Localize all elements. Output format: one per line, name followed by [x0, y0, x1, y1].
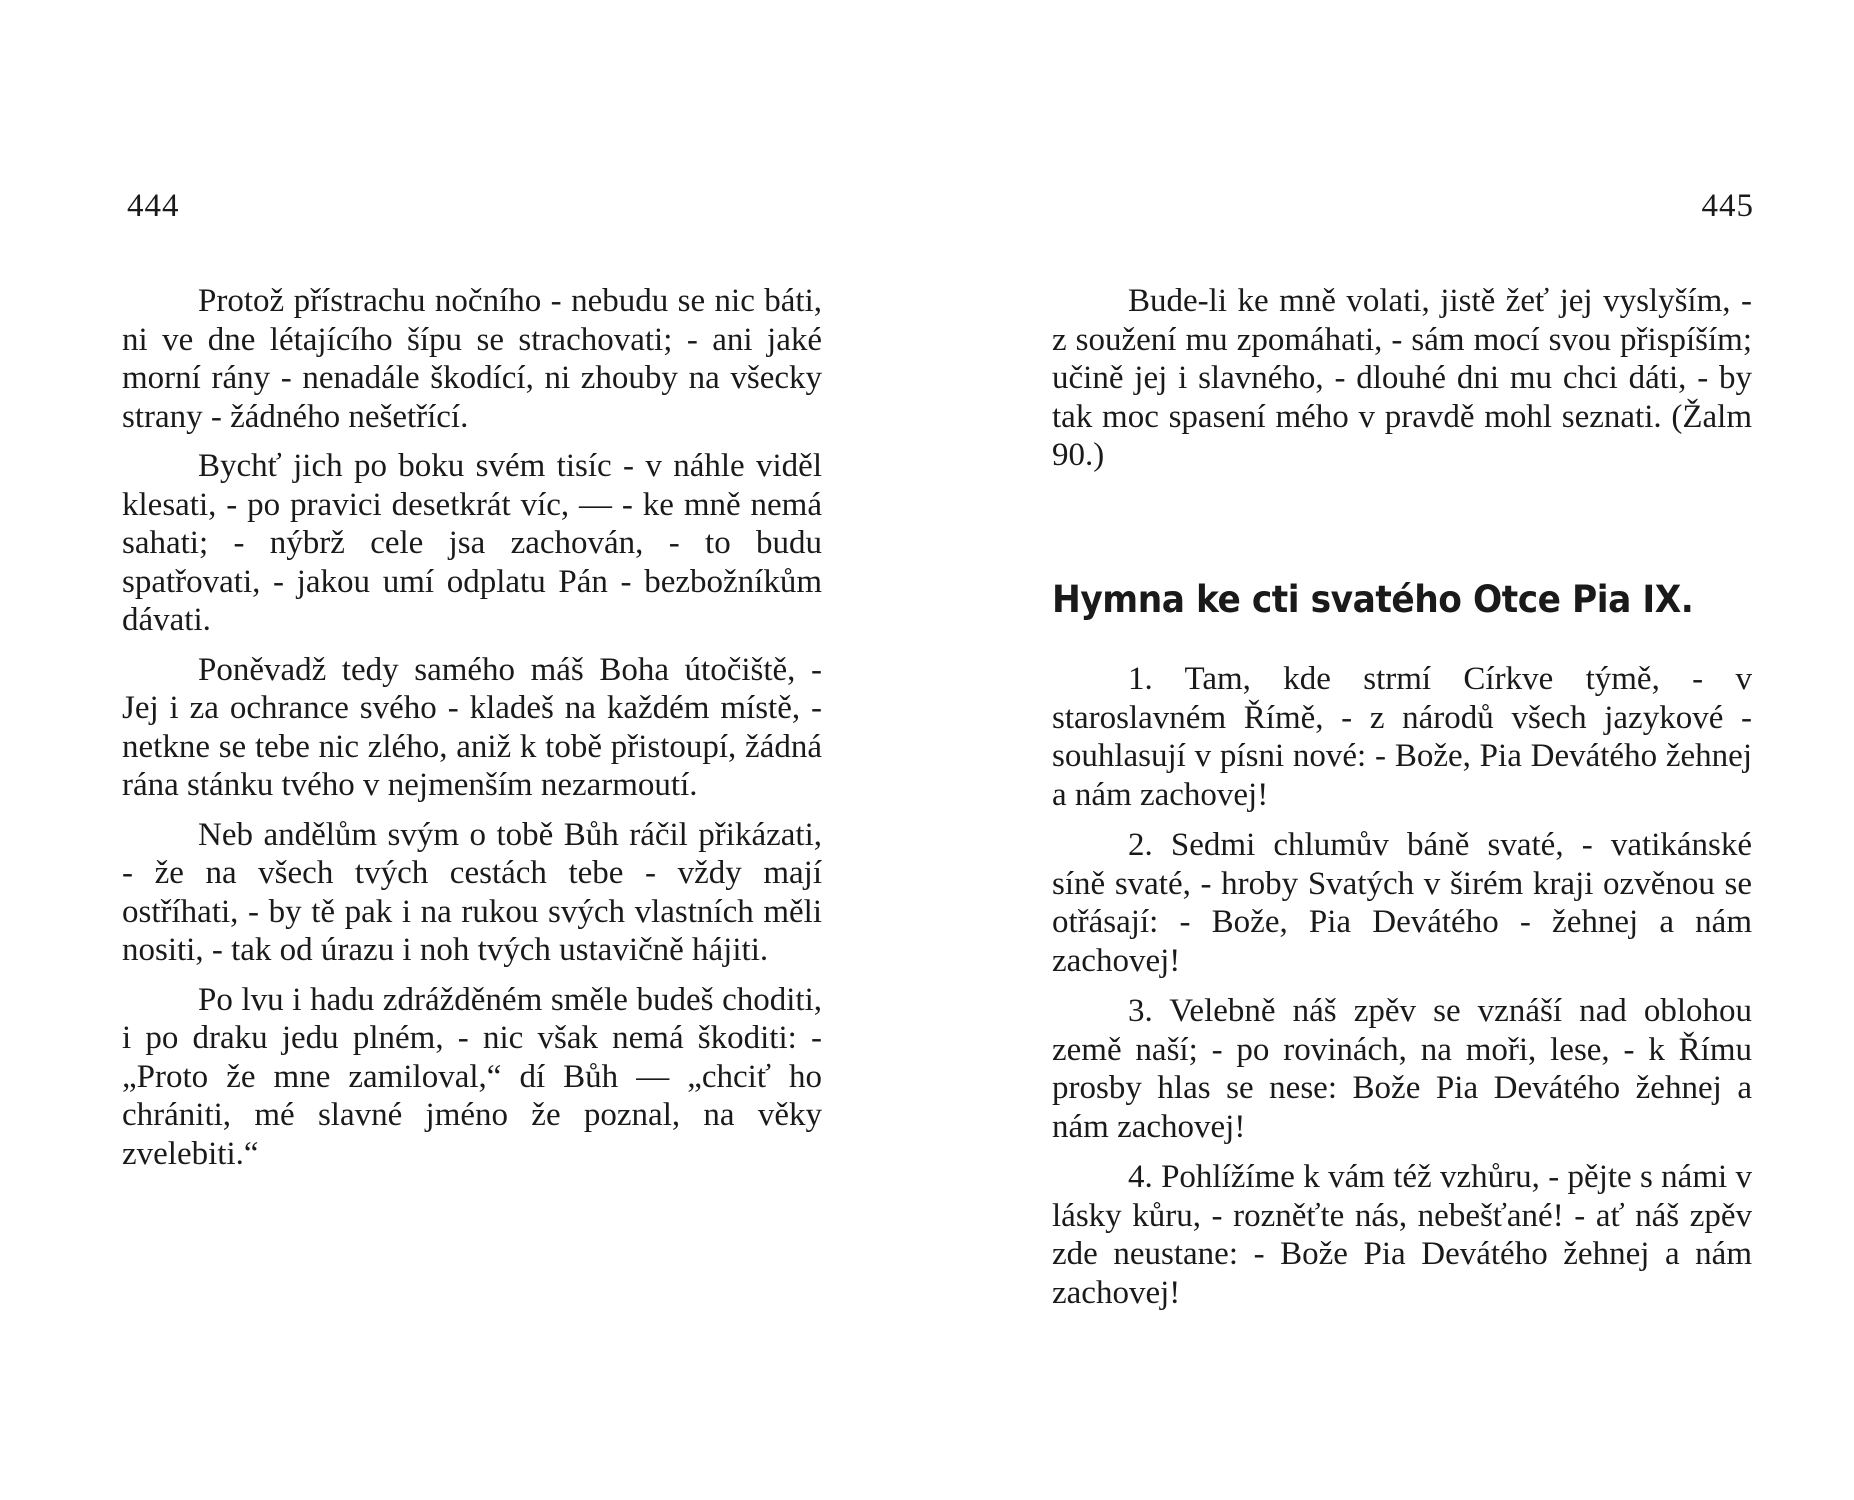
- paragraph: Bychť jich po boku svém tisíc - v náhle viděl klesati, - po pravici desetkrát víc, — - ke mně nemá sahati; - nýbrž cele jsa zachován, - to budu spatřovati, - jakou umí odplatu Pán - bezbožníkům dávati.: [122, 448, 822, 638]
- page-number-left: 444: [127, 188, 180, 224]
- stanza: 4. Pohlížíme k vám též vzhůru, - pějte s námi v lásky kůru, - rozněťte nás, nebešťané! - ať náš zpěv zde neustane: - Bože Pia Devátého žehnej a nám zachovej!: [1052, 1159, 1752, 1311]
- stanza: 1. Tam, kde strmí Církve týmě, - v staroslavném Římě, - z národů všech jazykové - souhlasují v písni nové: - Bože, Pia Devátého žehnej a nám zachovej!: [1052, 661, 1752, 813]
- paragraph: Poněvadž tedy samého máš Boha útočiště, - Jej i za ochrance svého - kladeš na každém místě, - netkne se tebe nic zlého, aniž k tobě přistoupí, žádná rána stánku tvého v nejmenším nezarmoutí.: [122, 651, 822, 803]
- hymn-stanzas: [1052, 660, 1752, 1324]
- right-page: [927, 0, 1854, 1500]
- left-text-column: [122, 282, 822, 1184]
- stanza: 2. Sedmi chlumův báně svaté, - vatikánské síně svaté, - hroby Svatých v širém kraji ozvěnou se otřásají: - Bože, Pia Devátého - žehnej a nám zachovej!: [1052, 827, 1752, 979]
- paragraph: Neb andělům svým o tobě Bůh ráčil přikázati, - že na všech tvých cestách tebe - vždy mají ostříhati, - by tě pak i na rukou svých vlastních měli nositi, - tak od úrazu i noh tvých ustavičně hájiti.: [122, 816, 822, 968]
- right-intro-column: [1052, 282, 1752, 486]
- hymn-title: Hymna ke cti svatého Otce Pia IX.: [1052, 578, 1694, 621]
- stanza: 3. Velebně náš zpěv se vznáší nad oblohou země naší; - po rovinách, na moři, lese, - k Římu prosby hlas se nese: Bože Pia Devátého žehnej a nám zachovej!: [1052, 993, 1752, 1145]
- paragraph: Po lvu i hadu zdrážděném směle budeš choditi, i po draku jedu plném, - nic však nemá škoditi: - „Proto že mne zamiloval,“ dí Bůh — „chciť ho chrániti, mé slavné jméno že poznal, na věky zvelebiti.“: [122, 981, 822, 1172]
- paragraph: Bude-li ke mně volati, jistě žeť jej vyslyším, - z soužení mu zpomáhati, - sám mocí svou přispíším; učině jej i slavného, - dlouhé dni mu chci dáti, - by tak moc spasení mého v pravdě mohl seznati. (Žalm 90.): [1052, 283, 1752, 473]
- page-number-right: 445: [1701, 188, 1754, 224]
- paragraph: Protož přístrachu nočního - nebudu se nic báti, ni ve dne létajícího šípu se strachovati; - ani jaké morní rány - nenadále škodící, ni zhouby na všecky strany - žádného nešetřící.: [122, 283, 822, 435]
